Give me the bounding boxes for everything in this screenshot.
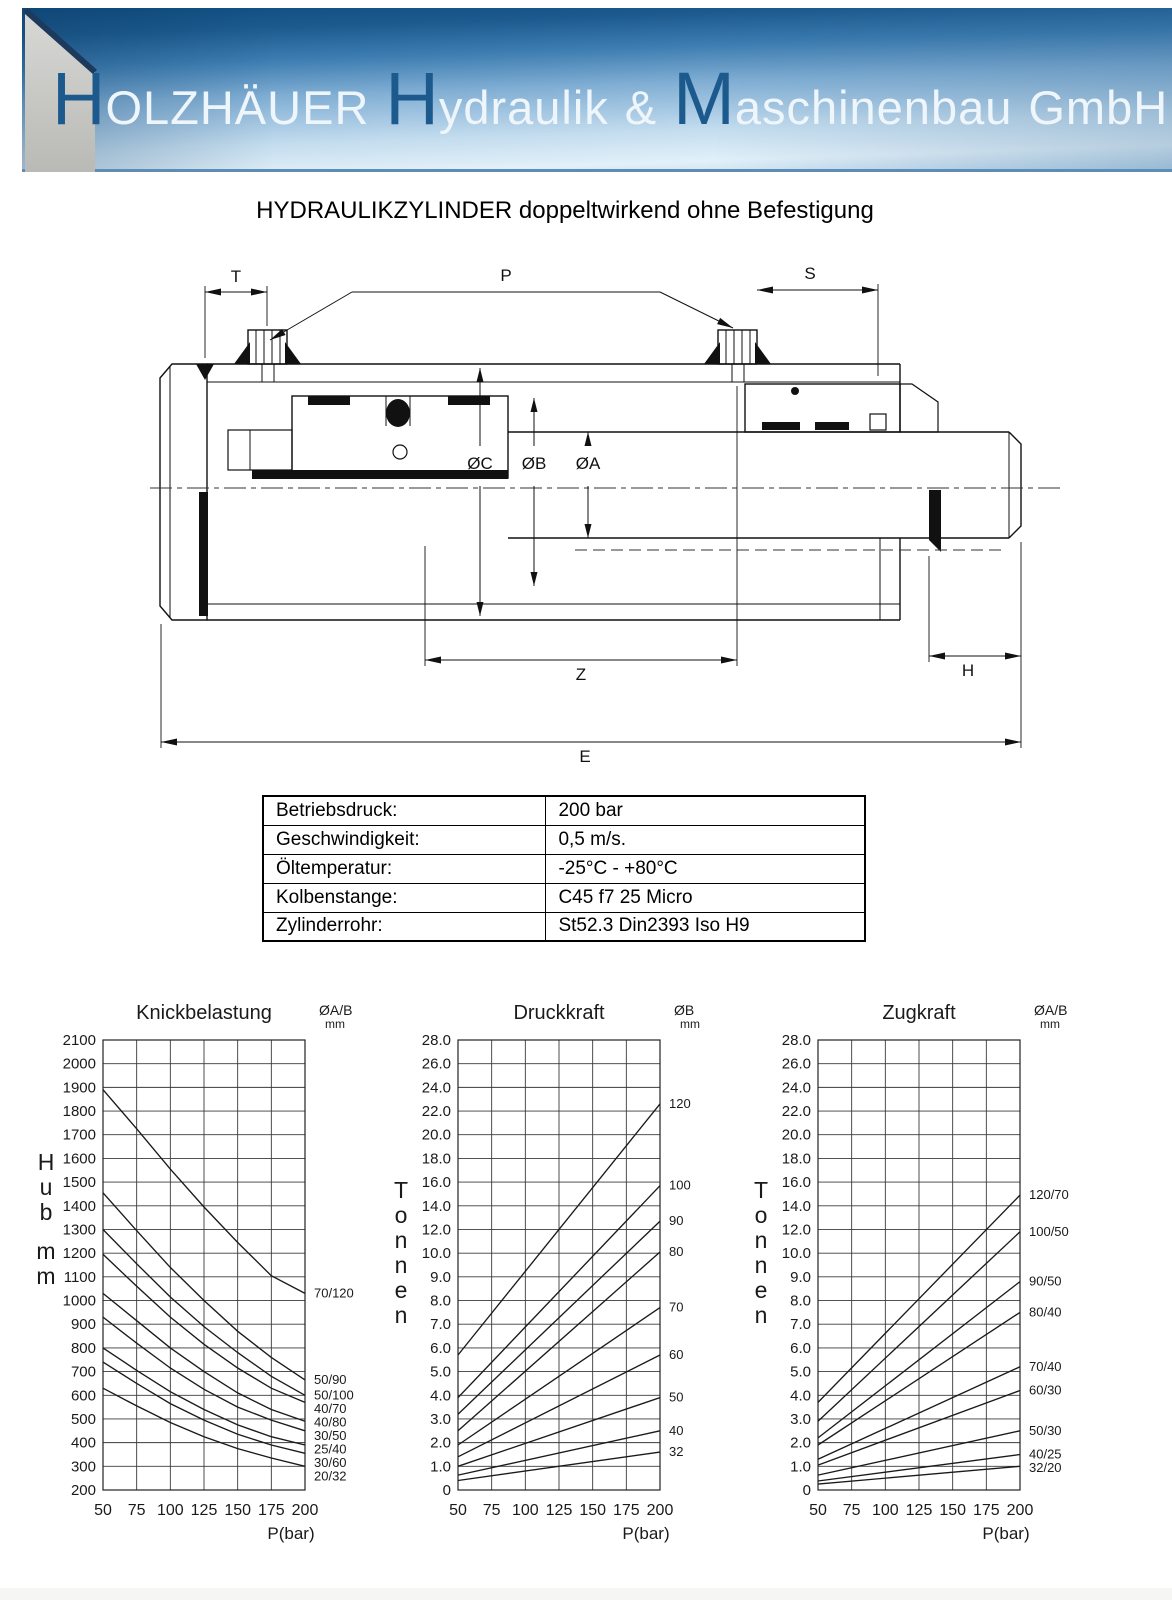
y-tick-label: 20.0 bbox=[421, 1126, 451, 1144]
y-tick-label: 9.0 bbox=[430, 1268, 451, 1286]
series-label: 50/90 bbox=[314, 1371, 347, 1387]
chart-svg bbox=[385, 995, 765, 1570]
series-label: 80 bbox=[669, 1243, 684, 1259]
logo-rest-1: OLZHÄUER bbox=[105, 81, 370, 134]
spec-value: St52.3 Din2393 Iso H9 bbox=[546, 912, 865, 941]
legend-title: ØA/B bbox=[319, 1002, 353, 1018]
page-title: HYDRAULIKZYLINDER doppeltwirkend ohne Befestigung bbox=[256, 197, 874, 224]
x-tick-label: 200 bbox=[1006, 1502, 1034, 1519]
y-tick-label: 8.0 bbox=[790, 1292, 811, 1310]
y-axis-label-letter: n bbox=[754, 1302, 768, 1328]
series-label: 40 bbox=[669, 1422, 684, 1438]
y-tick-label: 1000 bbox=[62, 1292, 96, 1310]
dim-label-dia-c: ØC bbox=[467, 454, 493, 473]
y-axis-label-letter: T bbox=[393, 1177, 409, 1203]
x-tick-label: 100 bbox=[156, 1502, 184, 1519]
y-tick-label: 5.0 bbox=[790, 1363, 811, 1381]
y-tick-label: 10.0 bbox=[421, 1245, 451, 1263]
y-tick-label: 14.0 bbox=[421, 1197, 451, 1215]
chart-grid bbox=[103, 1040, 305, 1490]
y-tick-label: 400 bbox=[70, 1434, 96, 1452]
x-tick-label: 200 bbox=[646, 1502, 674, 1519]
chart-grid bbox=[818, 1040, 1020, 1490]
y-axis-label-letter: e bbox=[394, 1277, 408, 1303]
legend-title-unit: mm bbox=[680, 1017, 700, 1031]
y-axis-label-letter: o bbox=[754, 1202, 768, 1228]
center-line bbox=[150, 488, 1062, 550]
legend-title-unit: mm bbox=[1040, 1017, 1060, 1031]
y-tick-label: 0 bbox=[802, 1482, 811, 1499]
x-tick-label: 200 bbox=[291, 1502, 319, 1519]
spec-label: Öltemperatur: bbox=[263, 854, 546, 883]
y-tick-label: 5.0 bbox=[430, 1363, 451, 1381]
y-tick-label: 8.0 bbox=[430, 1292, 451, 1310]
series-label: 70/40 bbox=[1029, 1358, 1062, 1374]
y-tick-label: 200 bbox=[70, 1482, 96, 1499]
y-tick-label: 22.0 bbox=[781, 1103, 811, 1121]
legend-title: ØB bbox=[674, 1002, 695, 1018]
y-axis-label-letter: b bbox=[39, 1199, 53, 1225]
x-tick-label: 50 bbox=[809, 1502, 827, 1519]
logo-cap-h1: H bbox=[52, 57, 106, 140]
series-label: 30/60 bbox=[314, 1454, 347, 1470]
y-tick-label: 2000 bbox=[62, 1055, 96, 1073]
series-label: 50/100 bbox=[314, 1387, 354, 1403]
y-tick-label: 26.0 bbox=[421, 1055, 451, 1073]
y-tick-label: 900 bbox=[70, 1316, 96, 1334]
logo-cap-m: M bbox=[673, 57, 735, 140]
y-tick-label: 3.0 bbox=[430, 1410, 451, 1428]
series-label: 25/40 bbox=[314, 1441, 347, 1457]
chart-druckkraft bbox=[385, 995, 765, 1570]
series-label: 90 bbox=[669, 1213, 684, 1229]
spec-row bbox=[263, 796, 865, 825]
spec-row bbox=[263, 854, 865, 883]
y-tick-label: 22.0 bbox=[421, 1103, 451, 1121]
series-label: 40/25 bbox=[1029, 1446, 1062, 1462]
y-tick-label: 16.0 bbox=[781, 1174, 811, 1192]
y-axis-label-letter: H bbox=[37, 1149, 55, 1175]
y-tick-label: 7.0 bbox=[430, 1316, 451, 1334]
x-tick-label: 100 bbox=[511, 1502, 539, 1519]
y-axis-label-letter: m bbox=[36, 1263, 56, 1289]
dim-label-p: P bbox=[500, 266, 512, 285]
y-tick-label: 6.0 bbox=[430, 1339, 451, 1357]
y-tick-label: 2100 bbox=[62, 1032, 96, 1049]
x-axis-label: P(bar) bbox=[982, 1524, 1030, 1543]
series-label: 120 bbox=[669, 1095, 691, 1111]
y-tick-label: 10.0 bbox=[781, 1245, 811, 1263]
spec-value: 0,5 m/s. bbox=[546, 825, 865, 854]
y-tick-label: 18.0 bbox=[781, 1150, 811, 1168]
series-label: 60 bbox=[669, 1347, 684, 1362]
y-axis-label-letter: u bbox=[39, 1174, 53, 1200]
logo-suffix: GmbH bbox=[1028, 81, 1169, 134]
y-tick-label: 1500 bbox=[62, 1174, 96, 1192]
y-tick-label: 12.0 bbox=[781, 1221, 811, 1239]
series-label: 50/30 bbox=[1029, 1422, 1062, 1438]
dim-label-h: H bbox=[961, 661, 975, 680]
chart-grid bbox=[458, 1040, 660, 1490]
x-tick-label: 175 bbox=[612, 1502, 640, 1519]
x-tick-label: 125 bbox=[545, 1502, 573, 1519]
y-tick-label: 24.0 bbox=[781, 1079, 811, 1097]
chart-svg bbox=[745, 995, 1125, 1570]
cylinder-cross-section-drawing bbox=[0, 250, 1172, 770]
series-label: 90/50 bbox=[1029, 1273, 1062, 1289]
logo-cap-h2: H bbox=[385, 57, 439, 140]
spec-row bbox=[263, 825, 865, 854]
y-tick-label: 700 bbox=[70, 1363, 96, 1381]
y-tick-label: 1600 bbox=[62, 1150, 96, 1168]
y-axis-label-letter: m bbox=[36, 1238, 56, 1264]
y-tick-label: 500 bbox=[70, 1410, 96, 1428]
spec-value: 200 bar bbox=[546, 796, 865, 825]
spec-label: Kolbenstange: bbox=[263, 883, 546, 912]
chart-title: Knickbelastung bbox=[136, 1002, 272, 1024]
y-axis-label-letter: e bbox=[754, 1277, 768, 1303]
dim-label-t: T bbox=[230, 267, 242, 286]
x-tick-label: 175 bbox=[972, 1502, 1000, 1519]
chart-svg bbox=[30, 995, 410, 1570]
x-tick-label: 75 bbox=[127, 1502, 146, 1519]
seal-details bbox=[196, 342, 941, 616]
logo-rest-2: ydraulik bbox=[438, 81, 609, 134]
series-label: 20/32 bbox=[314, 1468, 347, 1484]
legend-title-unit: mm bbox=[325, 1017, 345, 1031]
x-tick-label: 150 bbox=[579, 1502, 607, 1519]
y-tick-label: 14.0 bbox=[781, 1197, 811, 1215]
series-label: 32/20 bbox=[1029, 1459, 1062, 1475]
series-label: 120/70 bbox=[1029, 1187, 1069, 1203]
dimension-labels bbox=[231, 264, 974, 766]
y-axis-label-letter: o bbox=[394, 1202, 408, 1228]
y-axis-label-letter: n bbox=[394, 1252, 408, 1278]
y-tick-label: 20.0 bbox=[781, 1126, 811, 1144]
logo-banner bbox=[22, 8, 1172, 172]
dim-label-dia-a: ØA bbox=[575, 454, 601, 473]
spec-label: Zylinderrohr: bbox=[263, 912, 546, 941]
y-tick-label: 4.0 bbox=[790, 1387, 811, 1405]
spec-row bbox=[263, 912, 865, 941]
y-tick-label: 1300 bbox=[62, 1221, 96, 1239]
series-label: 70/120 bbox=[314, 1285, 354, 1301]
y-tick-label: 26.0 bbox=[781, 1055, 811, 1073]
chart-knickbelastung bbox=[30, 995, 410, 1570]
y-tick-label: 4.0 bbox=[430, 1387, 451, 1405]
series-label: 70 bbox=[669, 1299, 684, 1315]
spec-value: C45 f7 25 Micro bbox=[546, 883, 865, 912]
x-tick-label: 50 bbox=[449, 1502, 467, 1519]
y-axis-label-letter: T bbox=[753, 1177, 769, 1203]
series-label: 100 bbox=[669, 1177, 691, 1193]
spec-value: -25°C - +80°C bbox=[546, 854, 865, 883]
y-tick-label: 300 bbox=[70, 1458, 96, 1476]
series-label: 32 bbox=[669, 1444, 684, 1460]
series-label: 50 bbox=[669, 1389, 684, 1405]
series-label: 40/70 bbox=[314, 1400, 347, 1416]
x-axis-label: P(bar) bbox=[267, 1524, 315, 1543]
x-tick-label: 125 bbox=[905, 1502, 933, 1519]
legend-title: ØA/B bbox=[1034, 1002, 1068, 1018]
logo-ampersand: & bbox=[624, 81, 658, 134]
y-tick-label: 1.0 bbox=[430, 1458, 451, 1476]
logo-wordmark bbox=[52, 57, 1169, 140]
x-tick-label: 50 bbox=[94, 1502, 112, 1519]
x-axis-label: P(bar) bbox=[622, 1524, 670, 1543]
y-tick-label: 28.0 bbox=[781, 1032, 811, 1049]
y-tick-label: 1400 bbox=[62, 1197, 96, 1215]
x-tick-label: 150 bbox=[939, 1502, 967, 1519]
dim-label-z: Z bbox=[575, 665, 587, 684]
series-label: 40/80 bbox=[314, 1414, 347, 1430]
y-tick-label: 9.0 bbox=[790, 1268, 811, 1286]
y-tick-label: 1200 bbox=[62, 1245, 96, 1263]
y-tick-label: 1800 bbox=[62, 1103, 96, 1121]
series-label: 60/30 bbox=[1029, 1382, 1062, 1398]
spec-label: Geschwindigkeit: bbox=[263, 825, 546, 854]
y-tick-label: 3.0 bbox=[790, 1410, 811, 1428]
y-tick-label: 16.0 bbox=[421, 1174, 451, 1192]
series-label: 30/50 bbox=[314, 1427, 347, 1443]
y-axis-label-letter: n bbox=[394, 1302, 408, 1328]
spec-row bbox=[263, 883, 865, 912]
dim-label-dia-b: ØB bbox=[521, 454, 547, 473]
specs-table bbox=[262, 795, 866, 942]
y-tick-label: 12.0 bbox=[421, 1221, 451, 1239]
y-tick-label: 0 bbox=[442, 1482, 451, 1499]
y-tick-label: 24.0 bbox=[421, 1079, 451, 1097]
y-tick-label: 1.0 bbox=[790, 1458, 811, 1476]
series-label: 80/40 bbox=[1029, 1304, 1062, 1320]
x-tick-label: 75 bbox=[842, 1502, 861, 1519]
x-tick-label: 175 bbox=[257, 1502, 285, 1519]
y-tick-label: 2.0 bbox=[790, 1434, 811, 1452]
y-tick-label: 1900 bbox=[62, 1079, 96, 1097]
y-tick-label: 28.0 bbox=[421, 1032, 451, 1049]
y-tick-label: 1700 bbox=[62, 1126, 96, 1144]
series-label: 100/50 bbox=[1029, 1223, 1069, 1239]
spec-label: Betriebsdruck: bbox=[263, 796, 546, 825]
page-bottom-strip bbox=[0, 1588, 1172, 1600]
y-tick-label: 7.0 bbox=[790, 1316, 811, 1334]
y-tick-label: 600 bbox=[70, 1387, 96, 1405]
y-tick-label: 1100 bbox=[63, 1268, 96, 1286]
y-tick-label: 2.0 bbox=[430, 1434, 451, 1452]
logo-rest-3: aschinenbau bbox=[734, 81, 1013, 134]
chart-title: Druckkraft bbox=[513, 1002, 605, 1024]
y-axis-label-letter: n bbox=[754, 1227, 768, 1253]
x-tick-label: 100 bbox=[871, 1502, 899, 1519]
y-tick-label: 800 bbox=[70, 1339, 96, 1357]
x-tick-label: 125 bbox=[190, 1502, 218, 1519]
dim-label-s: S bbox=[804, 264, 816, 283]
y-tick-label: 6.0 bbox=[790, 1339, 811, 1357]
y-axis-label-letter: n bbox=[394, 1227, 408, 1253]
x-tick-label: 150 bbox=[224, 1502, 252, 1519]
x-tick-label: 75 bbox=[482, 1502, 501, 1519]
y-tick-label: 18.0 bbox=[421, 1150, 451, 1168]
chart-zugkraft bbox=[745, 995, 1125, 1570]
y-axis-label-letter: n bbox=[754, 1252, 768, 1278]
chart-title: Zugkraft bbox=[882, 1002, 956, 1024]
dim-label-e: E bbox=[579, 747, 591, 766]
